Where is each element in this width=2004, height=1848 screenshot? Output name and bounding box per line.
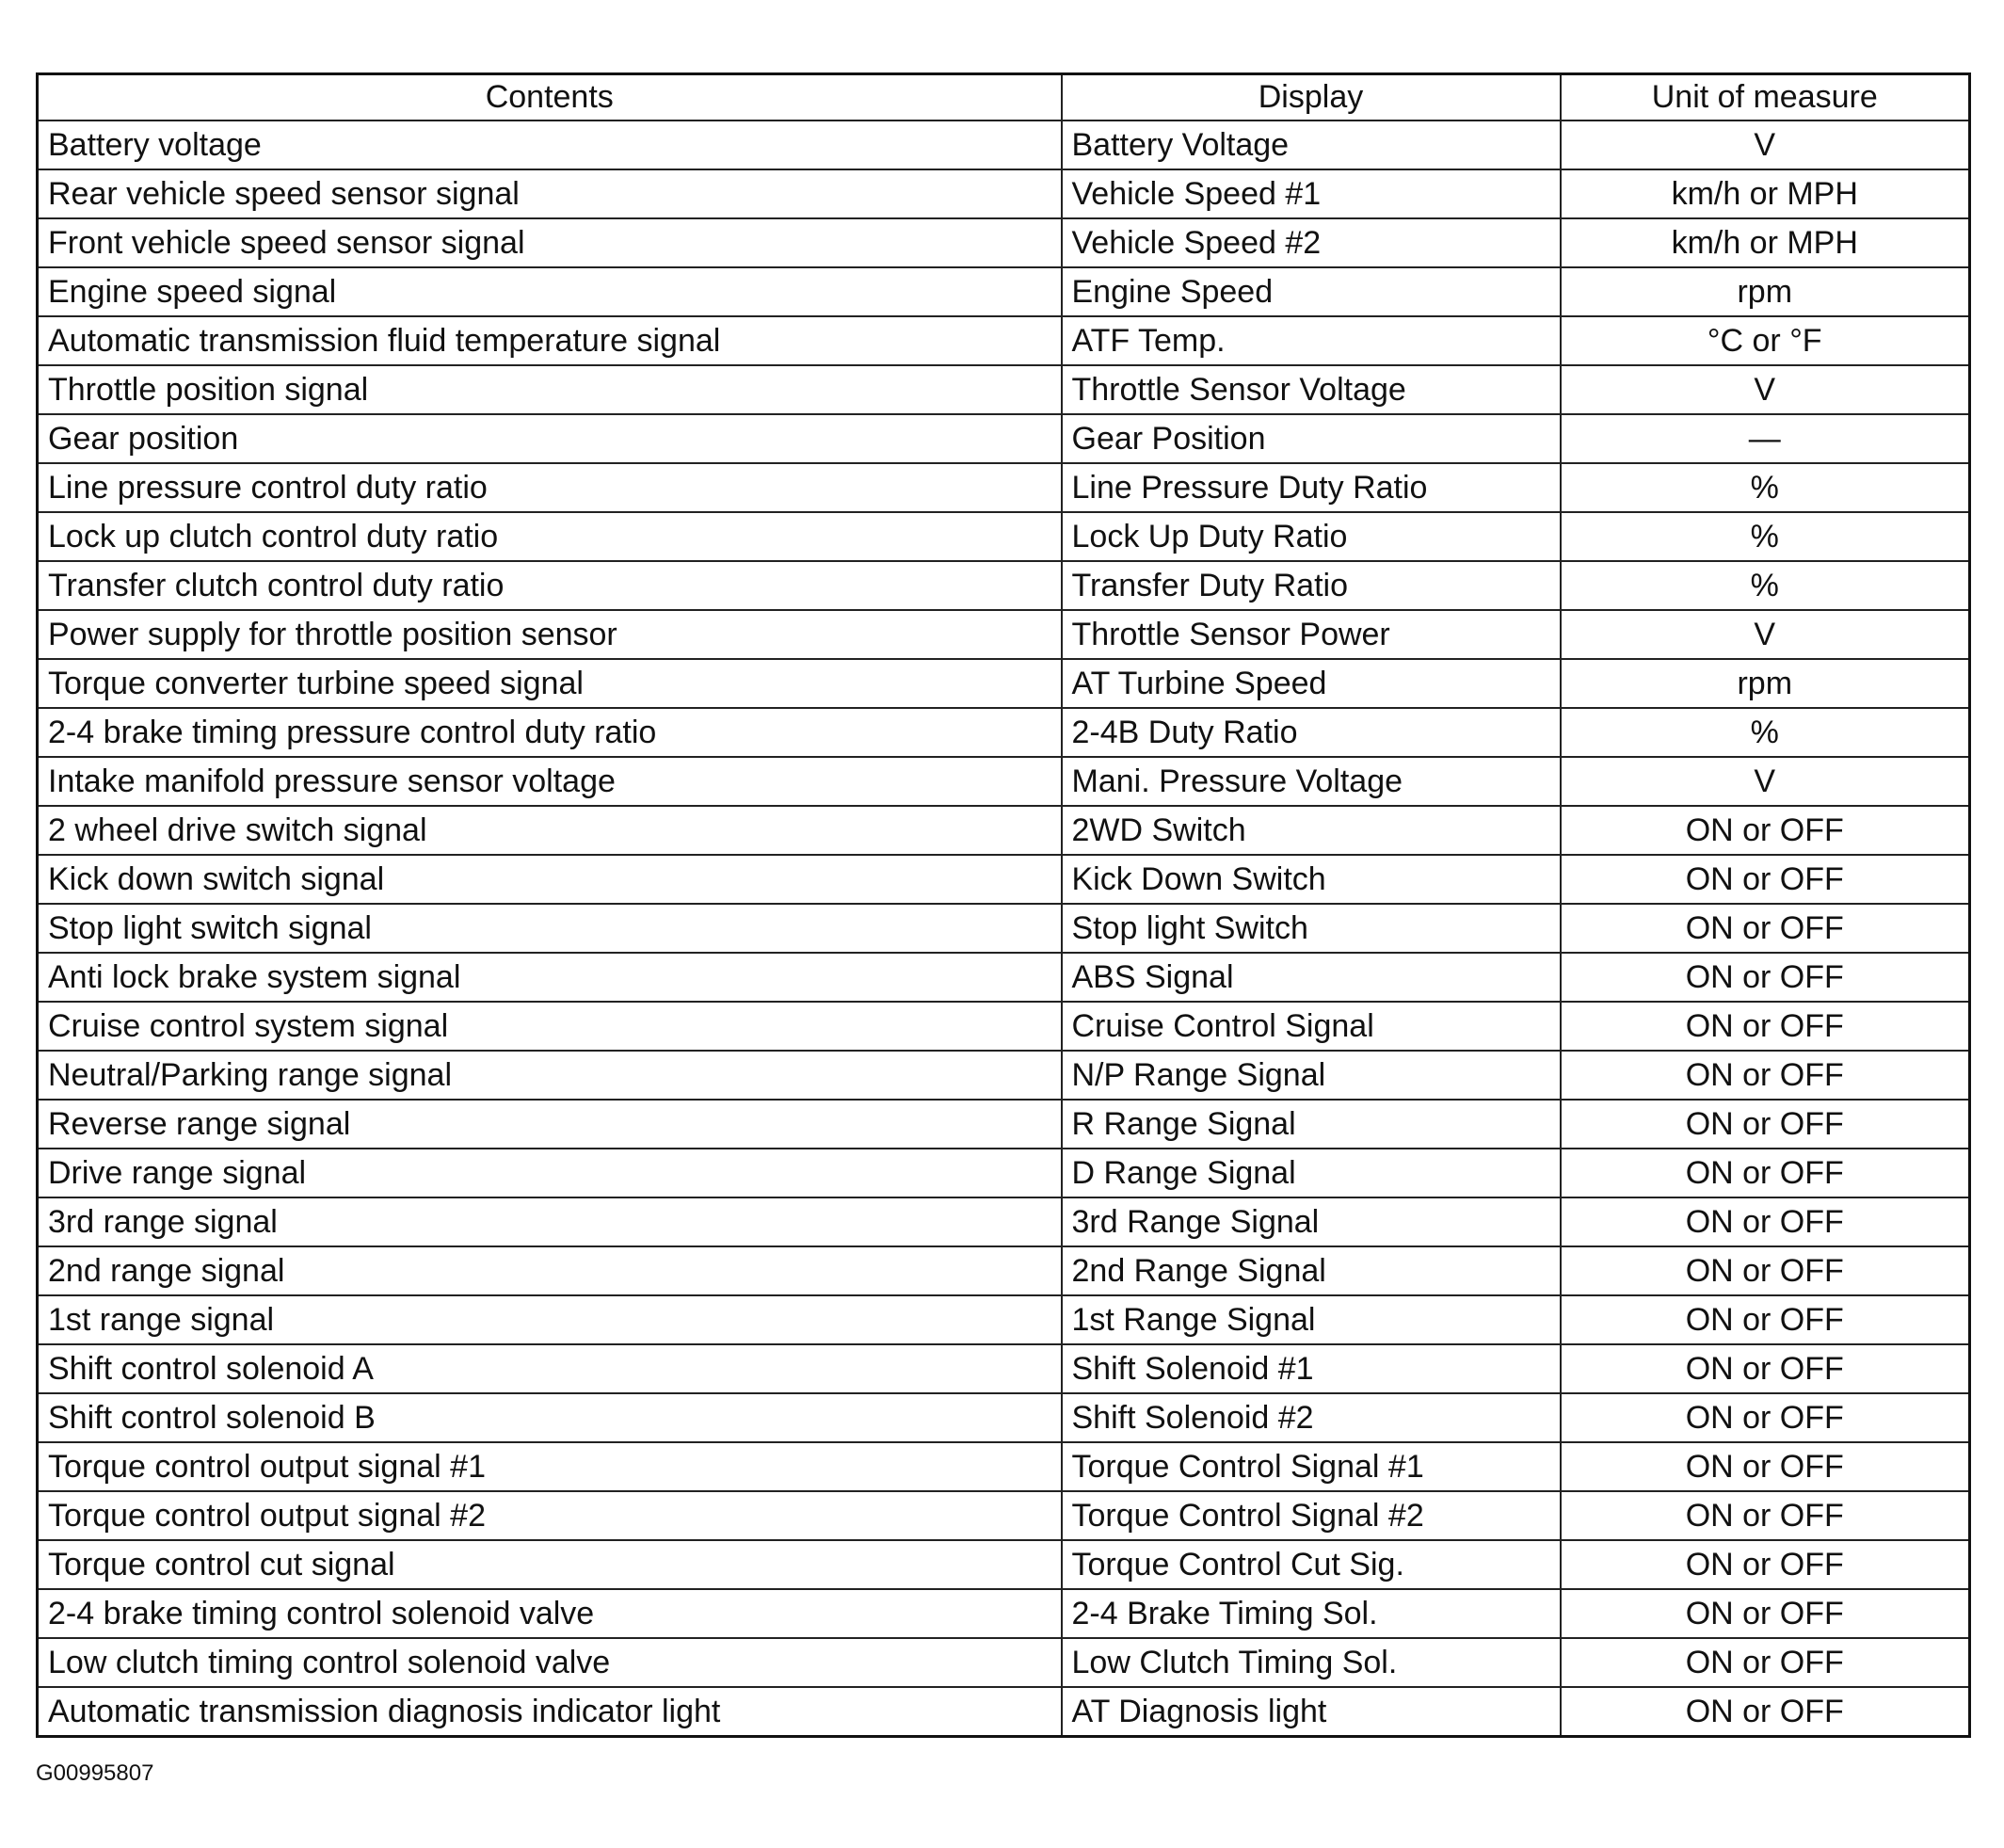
figure-id: G00995807	[36, 1760, 154, 1786]
cell-contents: Torque converter turbine speed signal	[38, 659, 1062, 708]
cell-display: Torque Control Cut Sig.	[1062, 1540, 1561, 1589]
cell-contents: Cruise control system signal	[38, 1002, 1062, 1051]
cell-unit: %	[1561, 463, 1970, 512]
table-row	[38, 610, 1970, 659]
cell-unit: V	[1561, 121, 1970, 169]
table-row	[38, 855, 1970, 904]
table-row	[38, 512, 1970, 561]
cell-contents: Reverse range signal	[38, 1100, 1062, 1149]
table-row	[38, 316, 1970, 365]
table-body	[38, 121, 1970, 1737]
cell-display: Stop light Switch	[1062, 904, 1561, 953]
table-row	[38, 1246, 1970, 1295]
header-display: Display	[1062, 74, 1561, 121]
cell-contents: Kick down switch signal	[38, 855, 1062, 904]
cell-unit: V	[1561, 365, 1970, 414]
cell-unit: °C or °F	[1561, 316, 1970, 365]
cell-contents: Battery voltage	[38, 121, 1062, 169]
cell-display: 2-4B Duty Ratio	[1062, 708, 1561, 757]
cell-contents: 2-4 brake timing control solenoid valve	[38, 1589, 1062, 1638]
cell-unit: km/h or MPH	[1561, 218, 1970, 267]
cell-unit: ON or OFF	[1561, 1393, 1970, 1442]
cell-unit: rpm	[1561, 659, 1970, 708]
cell-contents: 1st range signal	[38, 1295, 1062, 1344]
cell-display: Throttle Sensor Power	[1062, 610, 1561, 659]
header-contents: Contents	[38, 74, 1062, 121]
cell-unit: %	[1561, 512, 1970, 561]
cell-contents: Shift control solenoid A	[38, 1344, 1062, 1393]
cell-unit: ON or OFF	[1561, 1442, 1970, 1491]
table-row	[38, 1540, 1970, 1589]
cell-unit: ON or OFF	[1561, 806, 1970, 855]
parameter-table	[36, 72, 1971, 1738]
cell-contents: Low clutch timing control solenoid valve	[38, 1638, 1062, 1687]
cell-display: Shift Solenoid #1	[1062, 1344, 1561, 1393]
cell-display: AT Turbine Speed	[1062, 659, 1561, 708]
cell-unit: ON or OFF	[1561, 1051, 1970, 1100]
table-row	[38, 1197, 1970, 1246]
table-row	[38, 1442, 1970, 1491]
cell-display: 2-4 Brake Timing Sol.	[1062, 1589, 1561, 1638]
table-row	[38, 1002, 1970, 1051]
cell-contents: Line pressure control duty ratio	[38, 463, 1062, 512]
table-row	[38, 757, 1970, 806]
table-row	[38, 121, 1970, 169]
table-row	[38, 1589, 1970, 1638]
cell-unit: ON or OFF	[1561, 1246, 1970, 1295]
table-row	[38, 1100, 1970, 1149]
cell-unit: —	[1561, 414, 1970, 463]
table-row	[38, 904, 1970, 953]
cell-display: 2nd Range Signal	[1062, 1246, 1561, 1295]
cell-contents: Torque control output signal #2	[38, 1491, 1062, 1540]
cell-display: Low Clutch Timing Sol.	[1062, 1638, 1561, 1687]
table-row	[38, 1051, 1970, 1100]
cell-contents: Rear vehicle speed sensor signal	[38, 169, 1062, 218]
cell-unit: ON or OFF	[1561, 1100, 1970, 1149]
cell-display: ATF Temp.	[1062, 316, 1561, 365]
cell-unit: ON or OFF	[1561, 953, 1970, 1002]
cell-display: Mani. Pressure Voltage	[1062, 757, 1561, 806]
cell-unit: km/h or MPH	[1561, 169, 1970, 218]
cell-display: Shift Solenoid #2	[1062, 1393, 1561, 1442]
table-row	[38, 1344, 1970, 1393]
cell-unit: ON or OFF	[1561, 855, 1970, 904]
table-header-row	[38, 74, 1970, 121]
cell-unit: ON or OFF	[1561, 1540, 1970, 1589]
cell-contents: Gear position	[38, 414, 1062, 463]
cell-unit: ON or OFF	[1561, 904, 1970, 953]
cell-contents: Front vehicle speed sensor signal	[38, 218, 1062, 267]
cell-display: R Range Signal	[1062, 1100, 1561, 1149]
cell-contents: Shift control solenoid B	[38, 1393, 1062, 1442]
table-row	[38, 218, 1970, 267]
table-row	[38, 169, 1970, 218]
table-row	[38, 365, 1970, 414]
cell-contents: Neutral/Parking range signal	[38, 1051, 1062, 1100]
cell-display: Lock Up Duty Ratio	[1062, 512, 1561, 561]
table-row	[38, 1295, 1970, 1344]
cell-display: Battery Voltage	[1062, 121, 1561, 169]
cell-contents: Engine speed signal	[38, 267, 1062, 316]
cell-unit: ON or OFF	[1561, 1295, 1970, 1344]
table-row	[38, 1491, 1970, 1540]
cell-unit: ON or OFF	[1561, 1687, 1970, 1737]
cell-display: N/P Range Signal	[1062, 1051, 1561, 1100]
cell-display: D Range Signal	[1062, 1149, 1561, 1197]
cell-contents: Stop light switch signal	[38, 904, 1062, 953]
header-unit-of-measure: Unit of measure	[1561, 74, 1970, 121]
cell-contents: Throttle position signal	[38, 365, 1062, 414]
table-row	[38, 1393, 1970, 1442]
cell-contents: 2nd range signal	[38, 1246, 1062, 1295]
cell-unit: ON or OFF	[1561, 1002, 1970, 1051]
cell-display: Throttle Sensor Voltage	[1062, 365, 1561, 414]
table-row	[38, 953, 1970, 1002]
table-row	[38, 1687, 1970, 1737]
cell-display: 3rd Range Signal	[1062, 1197, 1561, 1246]
cell-display: ABS Signal	[1062, 953, 1561, 1002]
cell-unit: V	[1561, 757, 1970, 806]
cell-display: Line Pressure Duty Ratio	[1062, 463, 1561, 512]
table-row	[38, 414, 1970, 463]
cell-display: Cruise Control Signal	[1062, 1002, 1561, 1051]
cell-unit: ON or OFF	[1561, 1344, 1970, 1393]
cell-display: Transfer Duty Ratio	[1062, 561, 1561, 610]
cell-contents: Intake manifold pressure sensor voltage	[38, 757, 1062, 806]
cell-unit: ON or OFF	[1561, 1197, 1970, 1246]
cell-display: 2WD Switch	[1062, 806, 1561, 855]
cell-unit: rpm	[1561, 267, 1970, 316]
table-row	[38, 267, 1970, 316]
table-row	[38, 806, 1970, 855]
cell-display: Kick Down Switch	[1062, 855, 1561, 904]
cell-display: 1st Range Signal	[1062, 1295, 1561, 1344]
cell-unit: ON or OFF	[1561, 1149, 1970, 1197]
cell-display: Torque Control Signal #2	[1062, 1491, 1561, 1540]
cell-unit: ON or OFF	[1561, 1491, 1970, 1540]
table-row	[38, 708, 1970, 757]
cell-display: Torque Control Signal #1	[1062, 1442, 1561, 1491]
cell-contents: 2-4 brake timing pressure control duty ratio	[38, 708, 1062, 757]
cell-display: AT Diagnosis light	[1062, 1687, 1561, 1737]
cell-contents: Anti lock brake system signal	[38, 953, 1062, 1002]
cell-unit: V	[1561, 610, 1970, 659]
cell-contents: Transfer clutch control duty ratio	[38, 561, 1062, 610]
cell-contents: Power supply for throttle position sensor	[38, 610, 1062, 659]
cell-unit: ON or OFF	[1561, 1589, 1970, 1638]
cell-contents: Automatic transmission diagnosis indicator light	[38, 1687, 1062, 1737]
table-row	[38, 659, 1970, 708]
cell-display: Vehicle Speed #2	[1062, 218, 1561, 267]
table-row	[38, 463, 1970, 512]
cell-contents: Torque control cut signal	[38, 1540, 1062, 1589]
table-row	[38, 1149, 1970, 1197]
table-row	[38, 1638, 1970, 1687]
cell-display: Gear Position	[1062, 414, 1561, 463]
cell-display: Engine Speed	[1062, 267, 1561, 316]
table-row	[38, 561, 1970, 610]
cell-contents: Lock up clutch control duty ratio	[38, 512, 1062, 561]
cell-unit: %	[1561, 561, 1970, 610]
cell-contents: 3rd range signal	[38, 1197, 1062, 1246]
cell-unit: %	[1561, 708, 1970, 757]
cell-contents: Automatic transmission fluid temperature signal	[38, 316, 1062, 365]
cell-contents: 2 wheel drive switch signal	[38, 806, 1062, 855]
cell-contents: Drive range signal	[38, 1149, 1062, 1197]
cell-contents: Torque control output signal #1	[38, 1442, 1062, 1491]
cell-display: Vehicle Speed #1	[1062, 169, 1561, 218]
cell-unit: ON or OFF	[1561, 1638, 1970, 1687]
